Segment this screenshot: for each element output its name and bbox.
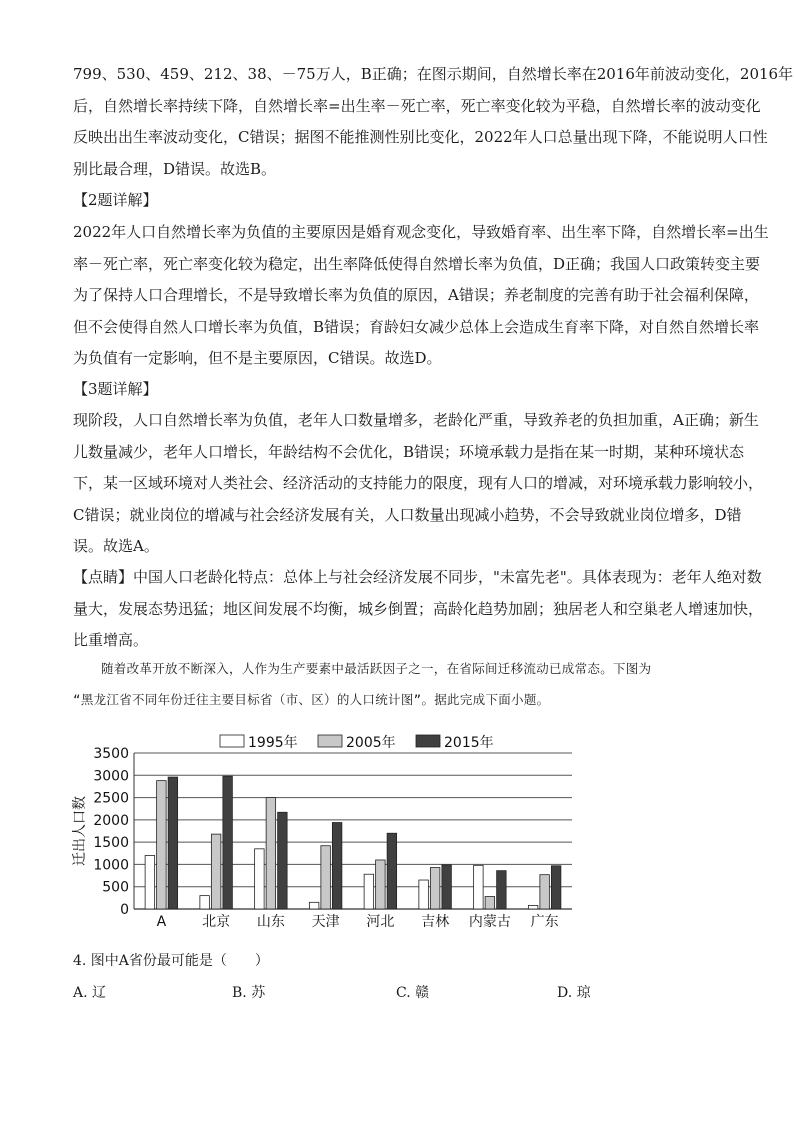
heading-q3-detail: 【3题详解】 bbox=[73, 380, 158, 398]
bar-吉林-1995年 bbox=[419, 880, 429, 909]
legend-label: 1995年 bbox=[248, 735, 298, 751]
y-tick-label: 1000 bbox=[93, 857, 129, 874]
bar-A-1995年 bbox=[145, 856, 155, 909]
x-tick-label: 天津 bbox=[311, 914, 340, 930]
bar-山东-1995年 bbox=[255, 849, 265, 909]
y-tick-label: 2000 bbox=[93, 812, 129, 829]
bar-天津-2015年 bbox=[332, 823, 342, 909]
question-intro bbox=[73, 653, 733, 715]
legend-label: 2005年 bbox=[346, 735, 396, 751]
bar-广东-2015年 bbox=[551, 866, 561, 909]
explanation-q1-tail bbox=[73, 59, 794, 185]
option-d[interactable]: D. 琼 bbox=[557, 985, 591, 1001]
text-line: 为了保持人口合理增长，不是导致增长率为负值的原因，A错误；养老制度的完善有助于社会福利保障， bbox=[73, 286, 759, 304]
migration-bar-chart bbox=[70, 727, 580, 937]
text-line: 2022年人口自然增长率为负值的主要原因是婚育观念变化，导致婚育率、出生率下降，自然增长率=出生 bbox=[73, 223, 769, 241]
bar-天津-2005年 bbox=[321, 846, 331, 909]
legend-label: 2015年 bbox=[444, 735, 494, 751]
x-tick-label: 山东 bbox=[256, 914, 285, 930]
text-line: 误。故选A。 bbox=[73, 537, 159, 555]
bar-内蒙古-1995年 bbox=[474, 865, 484, 909]
x-tick-label: 北京 bbox=[202, 914, 231, 930]
bar-A-2005年 bbox=[157, 781, 167, 909]
y-tick-label: 3000 bbox=[93, 768, 129, 785]
bar-广东-1995年 bbox=[528, 905, 538, 909]
explanation-q3 bbox=[73, 405, 764, 563]
legend-swatch bbox=[318, 735, 342, 747]
text-line: 别比最合理，D错误。故选B。 bbox=[73, 159, 277, 178]
bar-天津-1995年 bbox=[309, 902, 319, 909]
text-line: 比重增高。 bbox=[73, 631, 149, 649]
x-tick-label: 吉林 bbox=[421, 914, 450, 930]
question-4: 4. 图中A省份最可能是（ ） bbox=[73, 953, 269, 969]
bar-山东-2015年 bbox=[278, 812, 288, 909]
legend-swatch bbox=[220, 735, 244, 747]
option-a[interactable]: A. 辽 bbox=[73, 985, 107, 1001]
text-line: 率－死亡率，死亡率变化较为稳定，出生率降低使得自然增长率为负值，D正确；我国人口政策转变主要 bbox=[73, 254, 761, 273]
text-line: 为负值有一定影响，但不是主要原因，C错误。故选D。 bbox=[73, 349, 442, 367]
legend-swatch bbox=[416, 735, 440, 747]
bar-广东-2005年 bbox=[540, 875, 550, 909]
option-c[interactable]: C. 赣 bbox=[396, 985, 430, 1001]
text-line: 反映出出生率波动变化，C错误；据图不能推测性别比变化，2022年人口总量出现下降，不能说明人口性 bbox=[73, 128, 768, 146]
text-line: 下，某一区域环境对人类社会、经济活动的支持能力的限度，现有人口的增减，对环境承载力影响较小， bbox=[73, 474, 764, 492]
text-line: C错误；就业岗位的增减与社会经济发展有关，人口数量出现减小趋势，不会导致就业岗位增多，D错 bbox=[73, 505, 742, 524]
bar-山东-2005年 bbox=[266, 798, 276, 909]
x-tick-label: 河北 bbox=[366, 914, 395, 930]
heading-q2-detail: 【2题详解】 bbox=[73, 191, 158, 209]
explanation-q2 bbox=[73, 217, 769, 375]
bar-内蒙古-2015年 bbox=[497, 871, 507, 909]
text-line: 后，自然增长率持续下降，自然增长率=出生率－死亡率，死亡率变化较为平稳，自然增长率的波动变化 bbox=[73, 96, 761, 115]
text-line: 但不会使得自然人口增长率为负值，B错误；育龄妇女减少总体上会造成生育率下降，对自然自然增长率 bbox=[73, 317, 760, 336]
y-axis-label: 迁出人口数 bbox=[72, 796, 88, 866]
x-tick-label: 广东 bbox=[530, 914, 559, 930]
text-line: “黑龙江省不同年份迁往主要目标省（市、区）的人口统计图”。据此完成下面小题。 bbox=[73, 692, 550, 707]
bar-河北-2005年 bbox=[376, 860, 386, 909]
y-tick-label: 1500 bbox=[93, 835, 129, 852]
bar-A-2015年 bbox=[168, 777, 178, 909]
bar-河北-2015年 bbox=[387, 833, 397, 909]
x-tick-label: 内蒙古 bbox=[468, 914, 511, 930]
text-line: 随着改革开放不断深入，人作为生产要素中最活跃因子之一，在省际间迁移流动已成常态。下图为 bbox=[101, 661, 652, 676]
bar-吉林-2015年 bbox=[442, 865, 452, 909]
text-line: 量大，发展态势迅猛；地区间发展不均衡，城乡倒置；高龄化趋势加剧；独居老人和空巢老人增速加快， bbox=[73, 599, 764, 618]
bar-北京-2015年 bbox=[223, 776, 233, 909]
bar-吉林-2005年 bbox=[430, 868, 440, 909]
y-tick-label: 2500 bbox=[93, 790, 129, 807]
y-tick-label: 500 bbox=[102, 879, 129, 896]
bar-河北-1995年 bbox=[364, 874, 374, 909]
y-tick-label: 3500 bbox=[93, 746, 129, 762]
x-tick-label: A bbox=[156, 914, 167, 930]
text-line: 儿数量减少，老年人口增长，年龄结构不会优化，B错误；环境承载力是指在某一时期，某种环境状态 bbox=[73, 442, 745, 461]
bar-北京-2005年 bbox=[211, 834, 221, 909]
option-b[interactable]: B. 苏 bbox=[232, 985, 266, 1001]
key-point-note bbox=[73, 562, 764, 657]
text-line: 799、530、459、212、38、－75万人，B正确；在图示期间，自然增长率在2016年前波动变化，2016年 bbox=[73, 65, 794, 83]
y-tick-label: 0 bbox=[120, 902, 129, 918]
text-line: 现阶段，人口自然增长率为负值，老年人口数量增多，老龄化严重，导致养老的负担加重，A正确；新生 bbox=[73, 411, 759, 429]
bar-北京-1995年 bbox=[200, 896, 210, 909]
bar-内蒙古-2005年 bbox=[485, 897, 495, 909]
text-line: 【点睛】中国人口老龄化特点：总体上与社会经济发展不同步，"未富先老"。具体表现为：老年人绝对数 bbox=[73, 568, 762, 586]
